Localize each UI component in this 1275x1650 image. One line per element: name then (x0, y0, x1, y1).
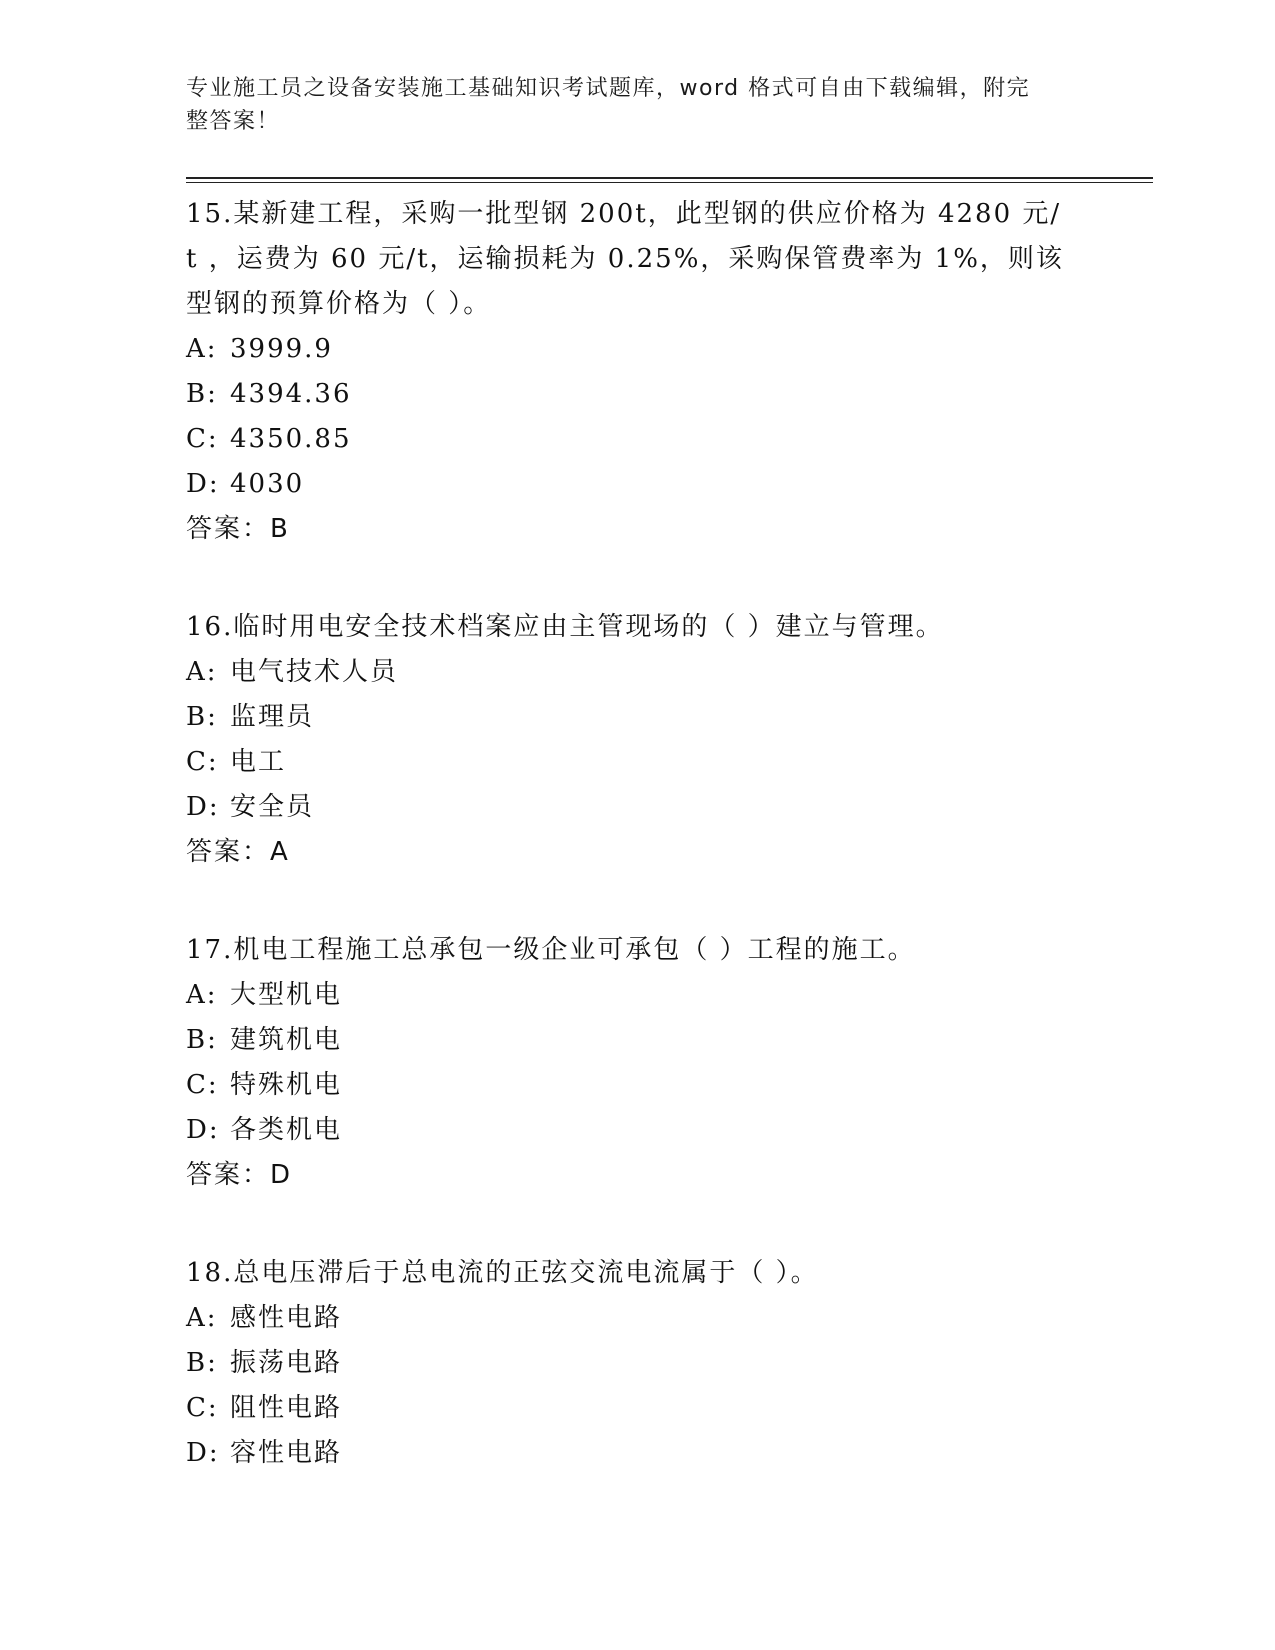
question-list (186, 192, 1066, 1529)
option-b (186, 1341, 1066, 1386)
option-a (186, 1296, 1066, 1341)
question-text: 17.机电工程施工总承包一级企业可承包（ ）工程的施工。 (186, 935, 916, 965)
option-letter: A: (186, 1303, 218, 1333)
option-letter: D: (186, 792, 220, 822)
option-d (186, 462, 1066, 507)
option-c (186, 1386, 1066, 1431)
question-16 (186, 605, 1066, 875)
question-17 (186, 928, 1066, 1198)
option-b (186, 695, 1066, 740)
question-text: 16.临时用电安全技术档案应由主管现场的（ ）建立与管理。 (186, 612, 944, 642)
document-header (186, 72, 1066, 138)
option-value: 特殊机电 (230, 1070, 343, 1100)
option-letter: A: (186, 334, 218, 364)
option-a (186, 650, 1066, 695)
option-letter: C: (186, 1393, 219, 1423)
option-value: 建筑机电 (230, 1025, 343, 1055)
option-letter: B: (186, 1025, 218, 1055)
option-letter: A: (186, 980, 218, 1010)
option-letter: C: (186, 424, 219, 454)
option-c (186, 1063, 1066, 1108)
option-value: 4030 (230, 469, 305, 499)
question-18 (186, 1251, 1066, 1476)
option-value: 3999.9 (230, 334, 333, 364)
option-letter: A: (186, 657, 218, 687)
question-text: 18.总电压滞后于总电流的正弦交流电流属于（ ）。 (186, 1258, 819, 1288)
option-a (186, 327, 1066, 372)
option-value: 大型机电 (230, 980, 343, 1010)
option-letter: B: (186, 702, 218, 732)
answer-text: 答案：A (186, 837, 290, 867)
option-letter: D: (186, 469, 220, 499)
header-divider-thick (186, 177, 1153, 179)
question-15 (186, 192, 1066, 552)
option-d (186, 785, 1066, 830)
answer-text: 答案：D (186, 1160, 293, 1190)
option-value: 电工 (230, 747, 287, 777)
option-letter: C: (186, 747, 219, 777)
header-line-2: 整答案！ (186, 109, 281, 134)
option-b (186, 372, 1066, 417)
option-letter: B: (186, 1348, 218, 1378)
option-value: 4394.36 (230, 379, 352, 409)
option-value: 各类机电 (230, 1115, 343, 1145)
option-letter: C: (186, 1070, 219, 1100)
option-letter: D: (186, 1115, 220, 1145)
option-c (186, 417, 1066, 462)
option-d (186, 1108, 1066, 1153)
option-value: 容性电路 (230, 1438, 343, 1468)
option-a (186, 973, 1066, 1018)
option-letter: B: (186, 379, 218, 409)
answer-text: 答案：B (186, 514, 290, 544)
option-d (186, 1431, 1066, 1476)
option-value: 感性电路 (230, 1303, 343, 1333)
option-value: 阻性电路 (230, 1393, 343, 1423)
question-text: 15.某新建工程，采购一批型钢 200t，此型钢的供应价格为 4280 元/t ，运费为 60 元/t，运输损耗为 0.25%，采购保管费率为 1%，则该型钢的预算价格为（ ）。 (186, 199, 1064, 319)
option-value: 监理员 (230, 702, 315, 732)
option-c (186, 740, 1066, 785)
option-value: 4350.85 (230, 424, 352, 454)
option-value: 安全员 (230, 792, 315, 822)
header-line-1: 专业施工员之设备安装施工基础知识考试题库，word 格式可自由下载编辑，附完 (186, 76, 1031, 101)
option-b (186, 1018, 1066, 1063)
option-value: 振荡电路 (230, 1348, 343, 1378)
option-letter: D: (186, 1438, 220, 1468)
option-value: 电气技术人员 (230, 657, 399, 687)
header-divider-thin (186, 182, 1153, 183)
